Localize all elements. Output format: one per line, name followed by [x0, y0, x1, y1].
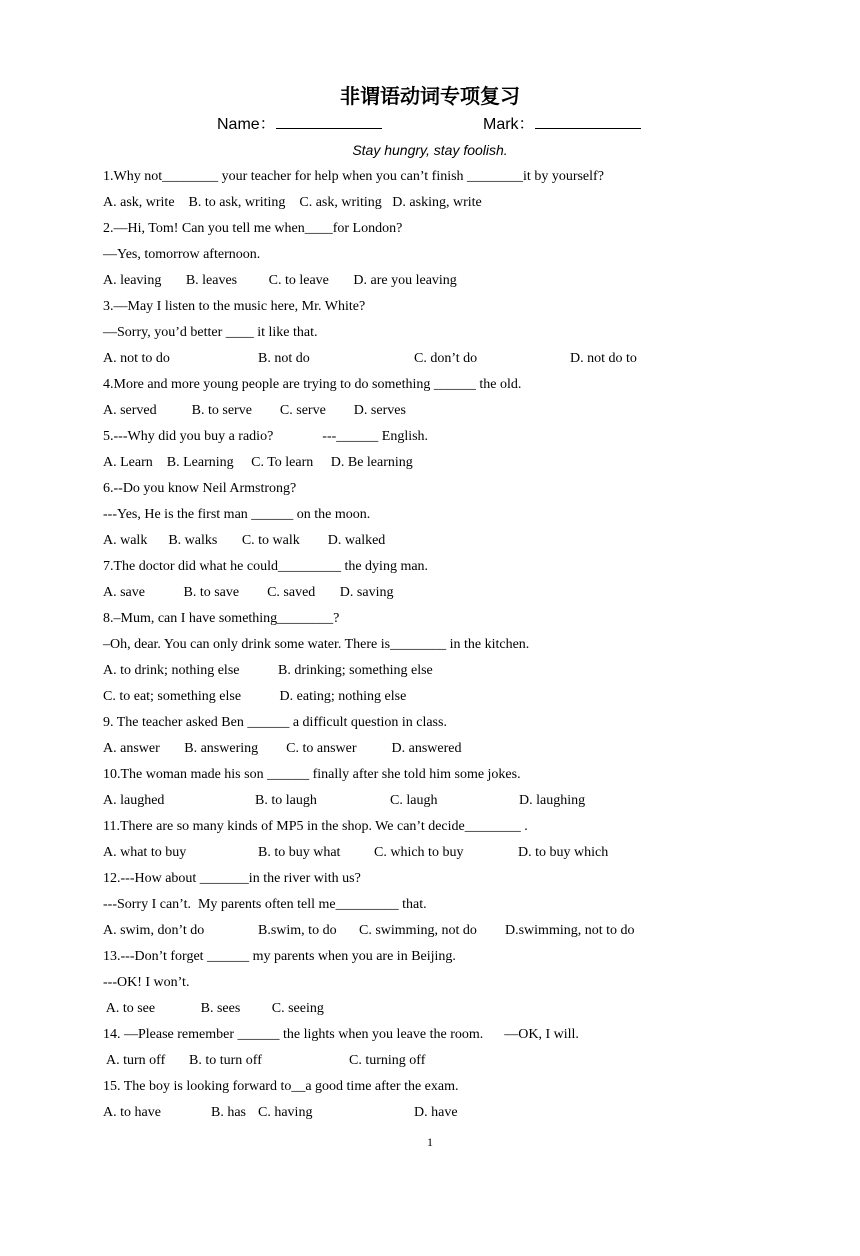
options-line: [103, 840, 753, 866]
options-line: A. served B. to serve C. serve D. serves: [103, 403, 406, 418]
option-c: C. turning off: [349, 1053, 426, 1068]
question-list: [103, 164, 753, 1126]
option-d: D.swimming, not to do: [505, 923, 635, 938]
option-a: A. what to buy: [103, 845, 187, 860]
question-line: 1.Why not________ your teacher for help when you can’t finish ________it by yourself?: [103, 169, 604, 184]
option-a: A. laughed: [103, 793, 165, 808]
question-line: 11.There are so many kinds of MP5 in the shop. We can’t decide________ .: [103, 819, 528, 834]
options-line: A. ask, write B. to ask, writing C. ask, writing D. asking, write: [103, 195, 482, 210]
options-line: A. walk B. walks C. to walk D. walked: [103, 533, 386, 548]
option-b: B. to buy what: [258, 845, 341, 860]
options-line: A. Learn B. Learning C. To learn D. Be learning: [103, 455, 413, 470]
option-c: C. laugh: [390, 793, 438, 808]
option-c: C. don’t do: [414, 351, 478, 366]
question-line: 6.--Do you know Neil Armstrong?: [103, 481, 297, 496]
option-d: D. to buy which: [518, 845, 609, 860]
question-line: 14. —Please remember ______ the lights when you leave the room. —OK, I will.: [103, 1027, 579, 1042]
option-a: A. to have: [103, 1105, 161, 1120]
option-b: B. to turn off: [189, 1053, 262, 1068]
option-c: C. which to buy: [374, 845, 464, 860]
question-line: ---Sorry I can’t. My parents often tell me_________ that.: [103, 897, 427, 912]
options-line: [103, 1048, 753, 1074]
options-line: C. to eat; something else D. eating; nothing else: [103, 689, 407, 704]
mark-field: [483, 112, 641, 136]
name-blank: [276, 112, 382, 129]
question-line: —Sorry, you’d better ____ it like that.: [103, 325, 318, 340]
question-line: 8.–Mum, can I have something________?: [103, 611, 340, 626]
question-line: —Yes, tomorrow afternoon.: [103, 247, 261, 262]
option-c: C. swimming, not do: [359, 923, 477, 938]
option-c: C. having: [258, 1105, 313, 1120]
question-line: 12.---How about _______in the river with us?: [103, 871, 361, 886]
option-a: A. turn off: [106, 1053, 166, 1068]
options-line: A. save B. to save C. saved D. saving: [103, 585, 394, 600]
question-line: ---Yes, He is the first man ______ on the moon.: [103, 507, 371, 522]
option-b: B. has: [211, 1105, 246, 1120]
options-line: [103, 788, 753, 814]
question-line: 2.—Hi, Tom! Can you tell me when____for London?: [103, 221, 403, 236]
question-line: 9. The teacher asked Ben ______ a difficult question in class.: [103, 715, 447, 730]
options-line: [103, 346, 753, 372]
question-line: 5.---Why did you buy a radio? ---______ English.: [103, 429, 429, 444]
option-b: B.swim, to do: [258, 923, 337, 938]
question-line: –Oh, dear. You can only drink some water. There is________ in the kitchen.: [103, 637, 530, 652]
options-line: [103, 1100, 753, 1126]
option-a: A. not to do: [103, 351, 170, 366]
name-label: Name：: [217, 116, 276, 133]
mark-label: Mark：: [483, 116, 535, 133]
motto: Stay hungry, stay foolish.: [352, 142, 508, 158]
options-line: A. to drink; nothing else B. drinking; something else: [103, 663, 433, 678]
question-line: 7.The doctor did what he could_________ the dying man.: [103, 559, 429, 574]
options-line: A. leaving B. leaves C. to leave D. are you leaving: [103, 273, 457, 288]
question-line: 4.More and more young people are trying to do something ______ the old.: [103, 377, 522, 392]
name-field: [217, 112, 382, 136]
question-line: 15. The boy is looking forward to__a good time after the exam.: [103, 1079, 459, 1094]
option-b: B. to laugh: [255, 793, 317, 808]
mark-blank: [535, 112, 641, 129]
options-line: A. answer B. answering C. to answer D. answered: [103, 741, 462, 756]
page-title: 非谓语动词专项复习: [340, 84, 520, 108]
option-d: D. laughing: [519, 793, 586, 808]
options-line: [103, 918, 753, 944]
option-d: D. not do to: [570, 351, 637, 366]
question-line: 10.The woman made his son ______ finally after she told him some jokes.: [103, 767, 521, 782]
page-number: 1: [427, 1135, 433, 1149]
option-d: D. have: [414, 1105, 458, 1120]
options-line: A. to see B. sees C. seeing: [103, 1001, 324, 1016]
question-line: 3.—May I listen to the music here, Mr. White?: [103, 299, 366, 314]
question-line: ---OK! I won’t.: [103, 975, 190, 990]
option-b: B. not do: [258, 351, 310, 366]
question-line: 13.---Don’t forget ______ my parents when you are in Beijing.: [103, 949, 456, 964]
name-mark-row: [0, 112, 860, 136]
option-a: A. swim, don’t do: [103, 923, 205, 938]
